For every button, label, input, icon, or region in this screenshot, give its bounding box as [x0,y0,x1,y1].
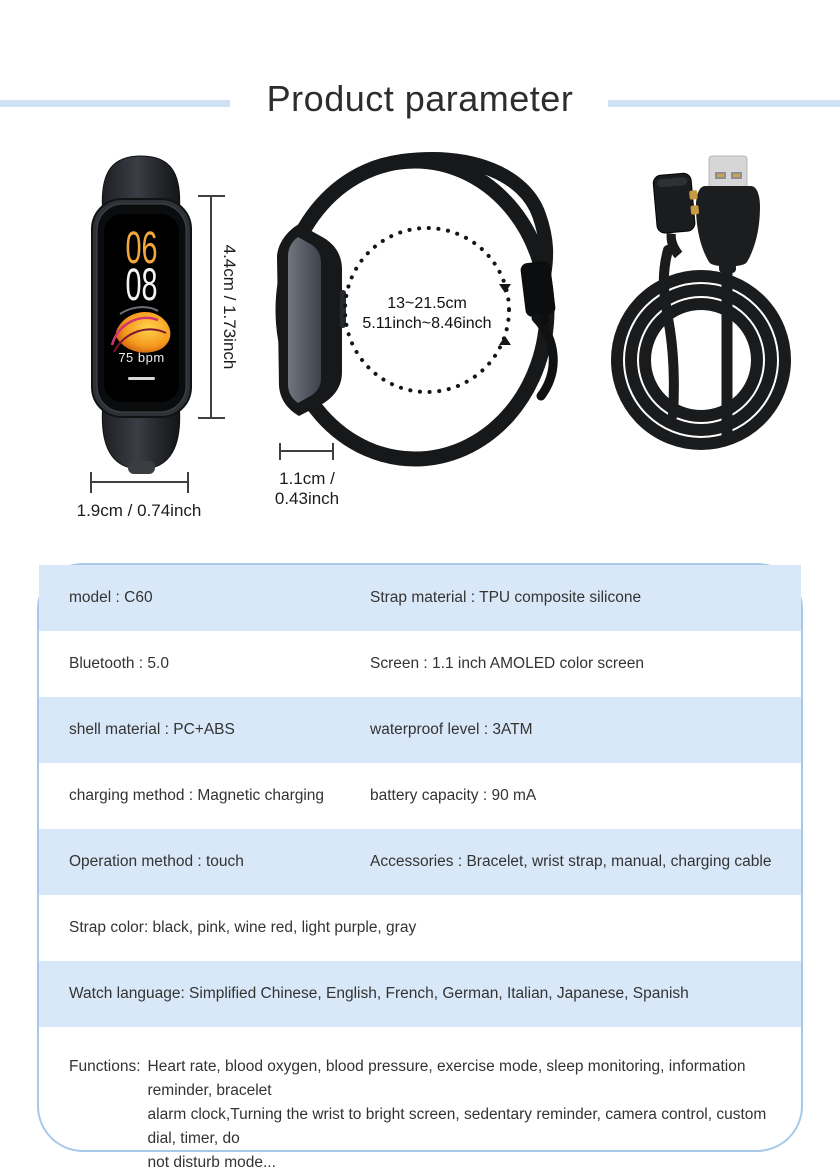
spec-screen: Screen : 1.1 inch AMOLED color screen [370,655,644,672]
functions-text: Heart rate, blood oxygen, blood pressure, exercise mode, sleep monitoring, information reminder, bracelet alarm clock,Turning the wrist to bright screen, sedentary reminder, camera control, custom dial, timer, do not disturb mode... [147,1058,767,1171]
strap-length-label [347,294,507,334]
watch-front-photo [92,156,191,474]
functions-label: Functions: [69,1058,141,1075]
spec-row-operation [39,829,801,895]
spec-row-shell [39,697,801,763]
home-indicator-bar [128,377,155,380]
spec-strap-color: Strap color: black, pink, wine red, light purple, gray [69,919,417,936]
spec-row-functions [39,1027,801,1175]
spec-accessories: Accessories : Bracelet, wrist strap, manual, charging cable [370,853,772,870]
spec-charging-method: charging method : Magnetic charging [69,787,325,804]
spec-row-bluetooth [39,631,801,697]
width-dimension-label: 1.9cm / 0.74inch [76,501,202,520]
spec-bluetooth: Bluetooth : 5.0 [69,655,169,672]
spec-strap-material: Strap material : TPU composite silicone [370,589,642,606]
heart-rate-reading: 75 bpm [118,350,165,365]
watch-screen-hour: 06 [125,222,158,273]
charging-cable-photo [617,156,785,444]
strap-length-cm: 13~21.5cm [387,295,467,312]
watch-screen-minute: 08 [125,259,158,310]
spec-row-charging [39,763,801,829]
height-dimension-label: 4.4cm / 1.73inch [220,244,239,370]
spec-row-strap-color [39,895,801,961]
spec-row-language [39,961,801,1027]
spec-waterproof: waterproof level : 3ATM [370,721,533,738]
spec-operation-method: Operation method : touch [69,853,244,870]
spec-battery: battery capacity : 90 mA [370,787,537,804]
spec-table [37,563,803,1171]
spec-row-model [39,565,801,631]
page-title: Product parameter [266,78,574,119]
spec-shell-material: shell material : PC+ABS [69,721,235,738]
spec-model: model : C60 [69,589,153,606]
spec-watch-language: Watch language: Simplified Chinese, English, French, German, Italian, Japanese, Spanish [69,985,689,1002]
thickness-dimension-label: 1.1cm / 0.43inch [274,469,340,508]
magnetic-charger-head [653,172,703,259]
strap-length-inch: 5.11inch~8.46inch [362,315,492,332]
